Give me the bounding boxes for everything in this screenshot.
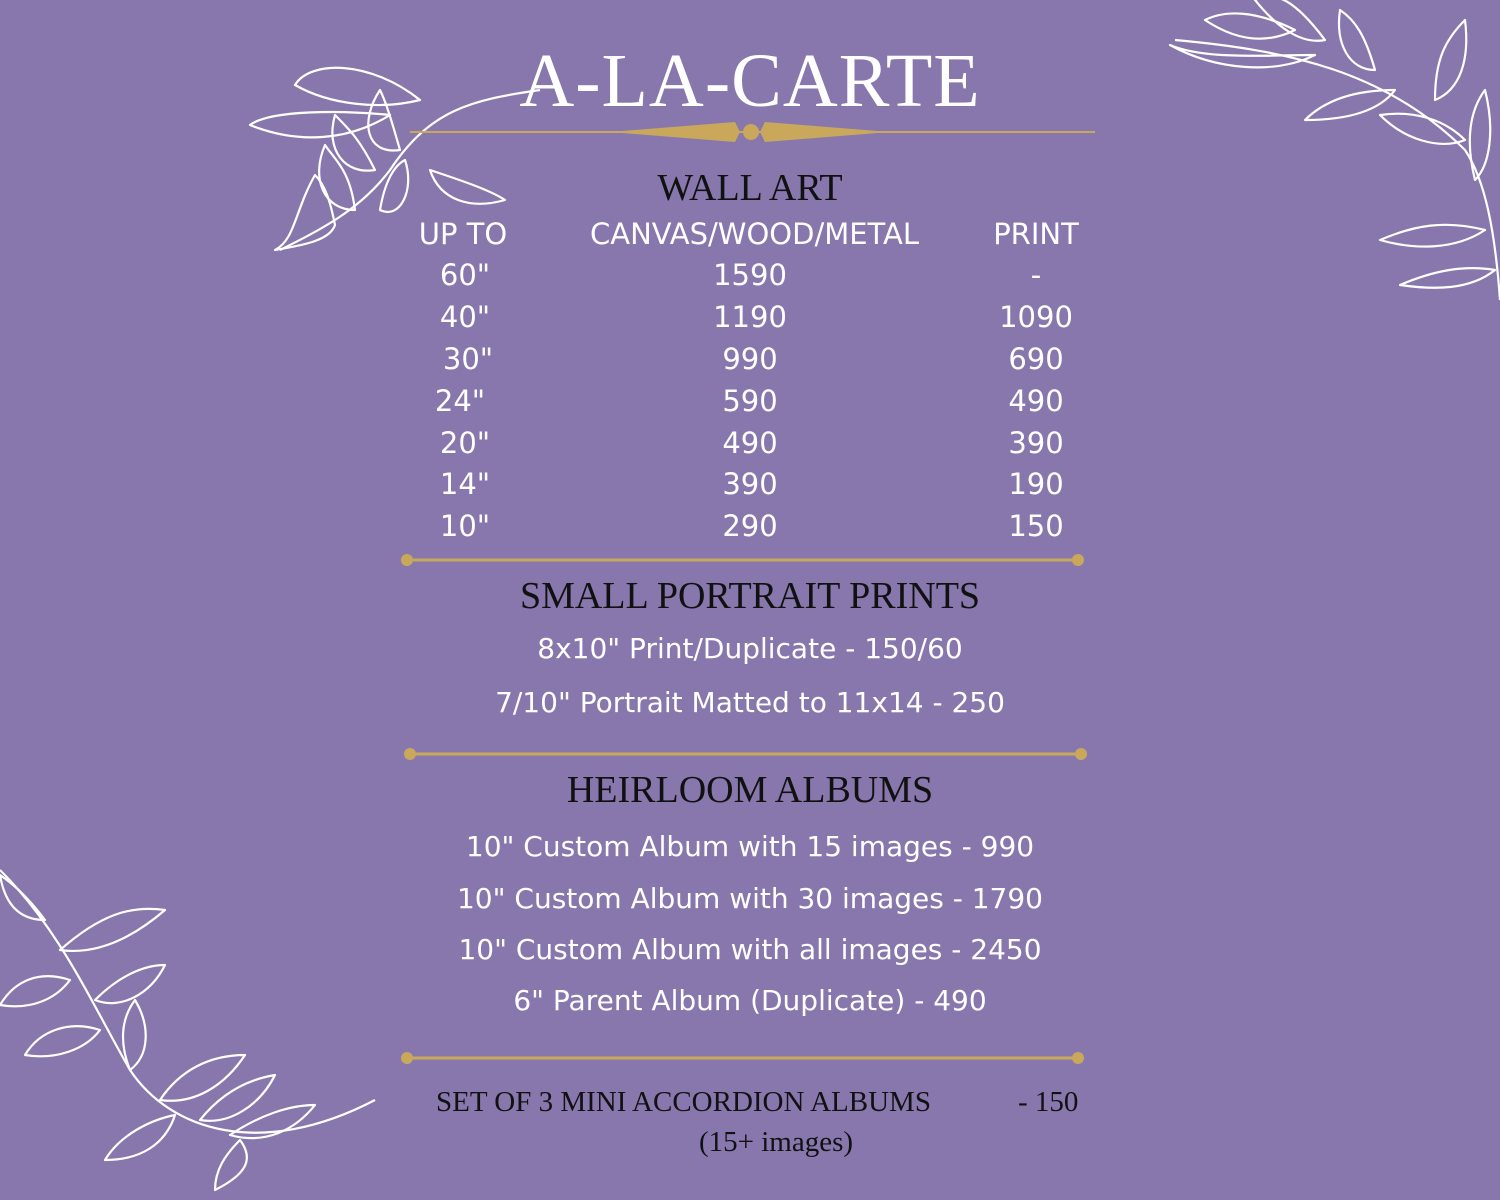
size-cell: 30" [442, 342, 494, 376]
column-header-size: UP TO [418, 217, 508, 251]
album-item: 10" Custom Album with 15 images - 990 [465, 830, 1035, 863]
size-cell: 20" [439, 426, 491, 460]
print-price-cell: 150 [1008, 509, 1064, 543]
print-price-cell: 190 [1008, 467, 1064, 501]
canvas-price-cell: 1190 [713, 300, 787, 334]
album-item: 10" Custom Album with 30 images - 1790 [456, 882, 1043, 915]
page-title: A-LA-CARTE [519, 39, 981, 123]
canvas-price-cell: 990 [722, 342, 778, 376]
album-item: 10" Custom Album with all images - 2450 [458, 933, 1042, 966]
canvas-price-cell: 490 [722, 426, 778, 460]
canvas-price-cell: 590 [722, 384, 778, 418]
canvas-price-cell: 290 [722, 509, 778, 543]
size-cell: 24" [434, 384, 486, 418]
size-cell: 40" [439, 300, 491, 334]
print-price-cell: 390 [1008, 426, 1064, 460]
small-print-item: 8x10" Print/Duplicate - 150/60 [537, 632, 963, 665]
column-header-print: PRINT [993, 217, 1079, 251]
gold-dot-divider [400, 1048, 1090, 1068]
print-price-cell: 490 [1008, 384, 1064, 418]
albums-heading: HEIRLOOM ALBUMS [566, 769, 934, 811]
size-cell: 14" [439, 467, 491, 501]
gold-dot-divider [400, 550, 1090, 570]
print-price-cell: 690 [1008, 342, 1064, 376]
small-print-item: 7/10" Portrait Matted to 11x14 - 250 [495, 686, 1005, 719]
gold-dot-divider [403, 744, 1093, 764]
gold-ornament-divider [410, 117, 1110, 147]
album-item: 6" Parent Album (Duplicate) - 490 [513, 984, 987, 1017]
print-price-cell: - [1030, 258, 1042, 292]
column-header-canvas: CANVAS/WOOD/METAL [590, 217, 920, 251]
accordion-price: - 150 [1018, 1086, 1079, 1118]
accordion-label: SET OF 3 MINI ACCORDION ALBUMS [436, 1086, 931, 1118]
size-cell: 10" [439, 509, 491, 543]
wall-art-heading: WALL ART [657, 167, 843, 209]
canvas-price-cell: 1590 [713, 258, 787, 292]
size-cell: 60" [439, 258, 491, 292]
canvas-price-cell: 390 [722, 467, 778, 501]
small-prints-heading: SMALL PORTRAIT PRINTS [519, 575, 981, 617]
accordion-note: (15+ images) [698, 1126, 854, 1158]
print-price-cell: 1090 [999, 300, 1073, 334]
